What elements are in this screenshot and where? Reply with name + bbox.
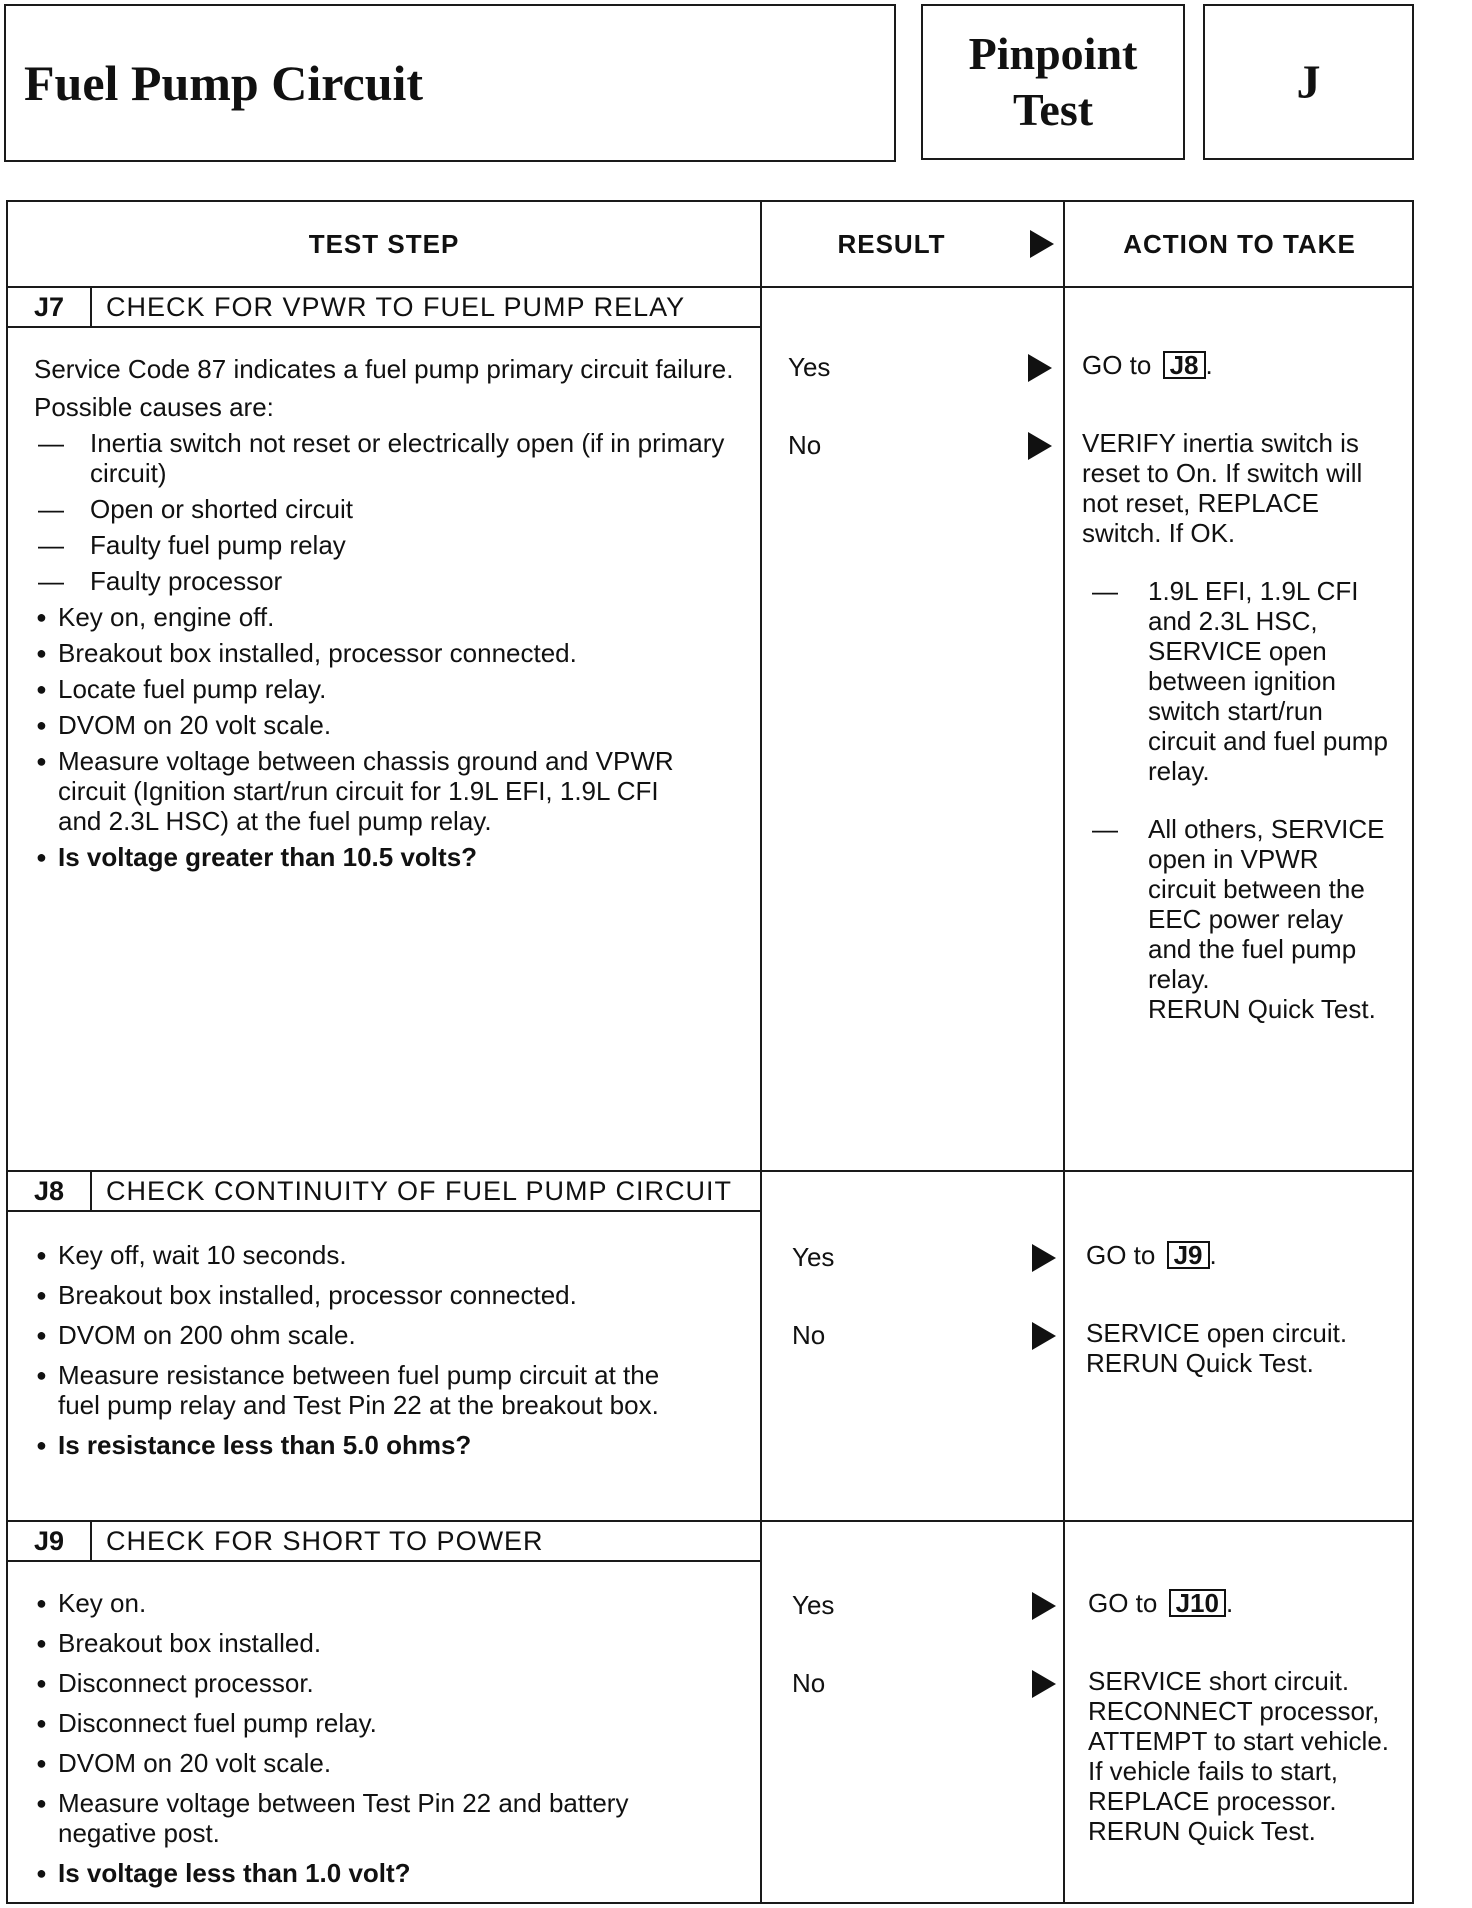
list-item-text: Key off, wait 10 seconds. [58, 1240, 347, 1270]
list-item: ● DVOM on 200 ohm scale. [36, 1320, 356, 1350]
list-item: ● DVOM on 20 volt scale. [36, 1748, 332, 1778]
action-text: SERVICE short circuit. RECONNECT processor, ATTEMPT to start vehicle. If vehicle fails to start, REPLACE processor. RERUN Quick Test. [1088, 1666, 1390, 1846]
pinpoint-test-label [921, 4, 1185, 160]
action-subitem-body [1148, 814, 1388, 1024]
action-no-j8 [1086, 1318, 1386, 1378]
column-divider-2 [1063, 202, 1065, 1902]
pinpoint-label-line1: Pinpoint [968, 28, 1138, 79]
list-item: ● DVOM on 20 volt scale. [36, 710, 332, 740]
action-no-j9 [1088, 1666, 1398, 1846]
list-item-text: Measure voltage between chassis ground and VPWR circuit (Ignition start/run circuit for 1.9L EFI, 1.9L CFI and 2.3L HSC) at the fuel pump relay. [58, 746, 674, 836]
result-arrow-icon [1030, 230, 1054, 258]
step-ref-j10[interactable]: J10 [1169, 1589, 1226, 1617]
list-item-text: Breakout box installed, processor connected. [58, 1280, 577, 1310]
list-item-text: Inertia switch not reset or electrically open (if in primary circuit) [90, 428, 725, 488]
result-yes: Yes [792, 1242, 835, 1272]
list-item: ● Key on. [36, 1588, 147, 1618]
list-item-text: Open or shorted circuit [90, 494, 354, 524]
pinpoint-label-line2: Test [1012, 84, 1094, 135]
diagnostic-table [6, 200, 1414, 1904]
step-question: ● Is voltage greater than 10.5 volts? [36, 842, 478, 872]
list-item-text: DVOM on 20 volt scale. [58, 1748, 332, 1778]
action-text: VERIFY inertia switch is reset to On. If switch will not reset, REPLACE switch. If OK. [1082, 428, 1363, 548]
step-text: Service Code 87 indicates a fuel pump primary circuit failure. [34, 354, 734, 384]
action-text: GO to [1088, 1588, 1158, 1618]
step-header-j7 [8, 288, 762, 328]
page-title-text: Fuel Pump Circuit [24, 55, 424, 111]
list-item-text: Breakout box installed, processor connected. [58, 638, 577, 668]
step-text: Possible causes are: [34, 392, 274, 422]
step-header-j8 [8, 1172, 762, 1212]
step-question: ● Is voltage less than 1.0 volt? [36, 1858, 411, 1888]
action-subitem-tail: RERUN Quick Test. [1148, 994, 1376, 1024]
action-subitem: — All others, SERVICE open in VPWR circuit between the EEC power relay and the fuel pump relay. RERUN Quick Test. [1082, 814, 1392, 1024]
result-arrow-icon [1028, 432, 1052, 460]
step-question-text: Is voltage less than 1.0 volt? [58, 1858, 411, 1888]
test-letter-text: J [1296, 55, 1321, 109]
result-yes: Yes [792, 1590, 835, 1620]
step-title: CHECK CONTINUITY OF FUEL PUMP CIRCUIT [106, 1175, 733, 1206]
list-item: ● Key off, wait 10 seconds. [36, 1240, 347, 1270]
step-content-j9 [34, 1588, 744, 1888]
step-question-text: Is voltage greater than 10.5 volts? [58, 842, 478, 872]
list-item-text: Measure resistance between fuel pump circuit at the fuel pump relay and Test Pin 22 at the breakout box. [58, 1360, 660, 1420]
step-ref-j8[interactable]: J8 [1163, 351, 1206, 379]
action-text: SERVICE open circuit. RERUN Quick Test. [1086, 1318, 1348, 1378]
result-arrow-icon [1032, 1670, 1056, 1698]
column-header-result [760, 202, 1063, 286]
step-id: J7 [8, 288, 92, 326]
list-item-text: Measure voltage between Test Pin 22 and battery negative post. [58, 1788, 629, 1848]
list-item: ● Disconnect processor. [36, 1668, 314, 1698]
step-title: CHECK FOR SHORT TO POWER [106, 1525, 544, 1556]
result-no: No [788, 430, 822, 460]
column-header-action [1063, 202, 1416, 286]
result-arrow-icon [1028, 354, 1052, 382]
step-header-j9 [8, 1522, 762, 1562]
action-subitem-text: 1.9L EFI, 1.9L CFI and 2.3L HSC, SERVICE open between ignition switch start/run circuit and fuel pump relay. [1148, 576, 1388, 786]
list-item-text: DVOM on 200 ohm scale. [58, 1320, 356, 1350]
column-header-test-step-text: TEST STEP [308, 228, 460, 259]
list-item: ● Breakout box installed. [36, 1628, 322, 1658]
list-item: — Faulty fuel pump relay [38, 530, 346, 560]
list-item: ● Key on, engine off. [36, 602, 275, 632]
result-yes: Yes [788, 352, 831, 382]
step-content-j8 [34, 1240, 744, 1460]
action-text: GO to [1082, 350, 1152, 380]
step-id: J8 [8, 1172, 92, 1210]
column-divider-1 [760, 202, 762, 1902]
action-subitem-text: All others, SERVICE open in VPWR circuit between the EEC power relay and the fuel pump relay. [1148, 814, 1385, 994]
list-item: — Inertia switch not reset or electrically open (if in primary circuit) [34, 428, 744, 488]
action-text: GO to [1086, 1240, 1156, 1270]
column-header-result-text: RESULT [837, 228, 946, 259]
action-no-j7 [1082, 428, 1392, 1024]
list-item-text: Key on, engine off. [58, 602, 275, 632]
action-yes-j8: GO to J9 . [1086, 1240, 1217, 1270]
action-subitem: — 1.9L EFI, 1.9L CFI and 2.3L HSC, SERVICE open between ignition switch start/run circuit and fuel pump relay. [1092, 576, 1388, 786]
list-item-text: Disconnect fuel pump relay. [58, 1708, 377, 1738]
list-item: ● Locate fuel pump relay. [36, 674, 327, 704]
step-content-j7 [34, 354, 744, 872]
list-item-text: DVOM on 20 volt scale. [58, 710, 332, 740]
test-letter [1203, 4, 1414, 160]
list-item: ● Breakout box installed, processor connected. [36, 638, 577, 668]
column-header-test-step [8, 202, 760, 286]
action-yes-j9: GO to J10 . [1088, 1588, 1234, 1618]
list-item-text: Locate fuel pump relay. [58, 674, 327, 704]
list-item-text: Breakout box installed. [58, 1628, 322, 1658]
step-question: ● Is resistance less than 5.0 ohms? [36, 1430, 472, 1460]
list-item-text: Disconnect processor. [58, 1668, 314, 1698]
result-arrow-icon [1032, 1322, 1056, 1350]
step-id: J9 [8, 1522, 92, 1560]
result-arrow-icon [1032, 1592, 1056, 1620]
result-arrow-icon [1032, 1244, 1056, 1272]
list-item-text: Faulty processor [90, 566, 283, 596]
list-item: ● Breakout box installed, processor connected. [36, 1280, 577, 1310]
list-item: ● Measure voltage between chassis ground and VPWR circuit (Ignition start/run circuit for 1.9L EFI, 1.9L CFI and 2.3L HSC) at the fuel pump relay. [34, 746, 744, 836]
result-no: No [792, 1320, 826, 1350]
list-item-text: Faulty fuel pump relay [90, 530, 346, 560]
action-yes-j7: GO to J8 . [1082, 350, 1213, 380]
list-item: — Open or shorted circuit [38, 494, 354, 524]
list-item-text: Key on. [58, 1588, 147, 1618]
list-item: ● Disconnect fuel pump relay. [36, 1708, 377, 1738]
step-question-text: Is resistance less than 5.0 ohms? [58, 1430, 472, 1460]
list-item: ● Measure voltage between Test Pin 22 and battery negative post. [34, 1788, 744, 1848]
list-item: ● Measure resistance between fuel pump circuit at the fuel pump relay and Test Pin 22 at the breakout box. [34, 1360, 744, 1420]
list-item: — Faulty processor [38, 566, 283, 596]
result-no: No [792, 1668, 826, 1698]
column-header-action-text: ACTION TO TAKE [1123, 228, 1356, 259]
step-ref-j9[interactable]: J9 [1167, 1241, 1210, 1269]
step-title: CHECK FOR VPWR TO FUEL PUMP RELAY [106, 291, 686, 322]
page-title [4, 4, 896, 162]
